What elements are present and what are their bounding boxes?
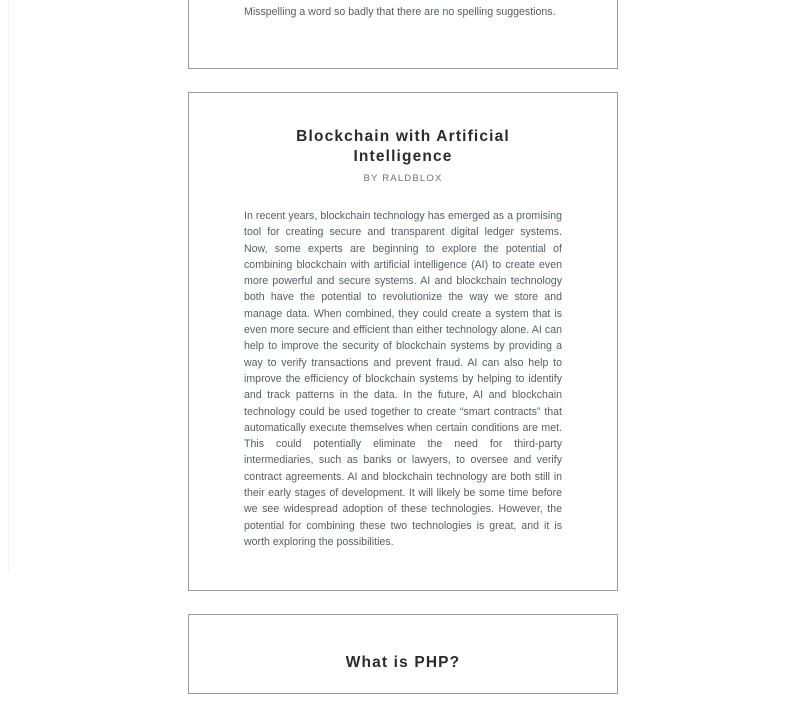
article-card-partial-bottom[interactable] <box>188 614 618 694</box>
page-left-divider <box>8 0 9 572</box>
article-title: What is PHP? <box>345 654 461 672</box>
article-byline: BY RALDBLOX <box>363 173 443 184</box>
article-title: Blockchain with Artificial Intelligence <box>296 128 510 165</box>
article-card-blockchain-ai[interactable] <box>188 92 618 591</box>
article-body: Misspelling a word so badly that there are no spelling suggestions. <box>244 5 556 18</box>
article-body: In recent years, blockchain technology has emerged as a promising tool for creating secure and transparent digital ledger systems. Now, some experts are beginning to explore the potential of combining blockchain with artificial intelligence (AI) to create even more powerful and secure systems. AI and blockchain technology both have the potential to revolutionize the way we store and manage data. When combined, they could create a system that is even more secure and efficient than either technology alone. AI can help to improve the security of blockchain systems by providing a way to verify transactions and prevent fraud. AI can also help to improve the efficiency of blockchain systems by helping to identify and track patterns in the data. In the future, AI and blockchain technology could be used together to create “smart contracts” that automatically execute themselves when certain conditions are met. This could potentially eliminate the need for third-party intermediaries, such as banks or lawyers, to oversee and verify contract agreements. AI and blockchain technology are both still in their early stages of development. It will likely be some time before we see widespread adoption of these technologies. However, the potential for combining these two technologies is great, and it is worth exploring the possibilities. <box>244 210 562 548</box>
article-feed-list <box>188 0 618 717</box>
article-card-partial-top[interactable] <box>188 0 618 69</box>
